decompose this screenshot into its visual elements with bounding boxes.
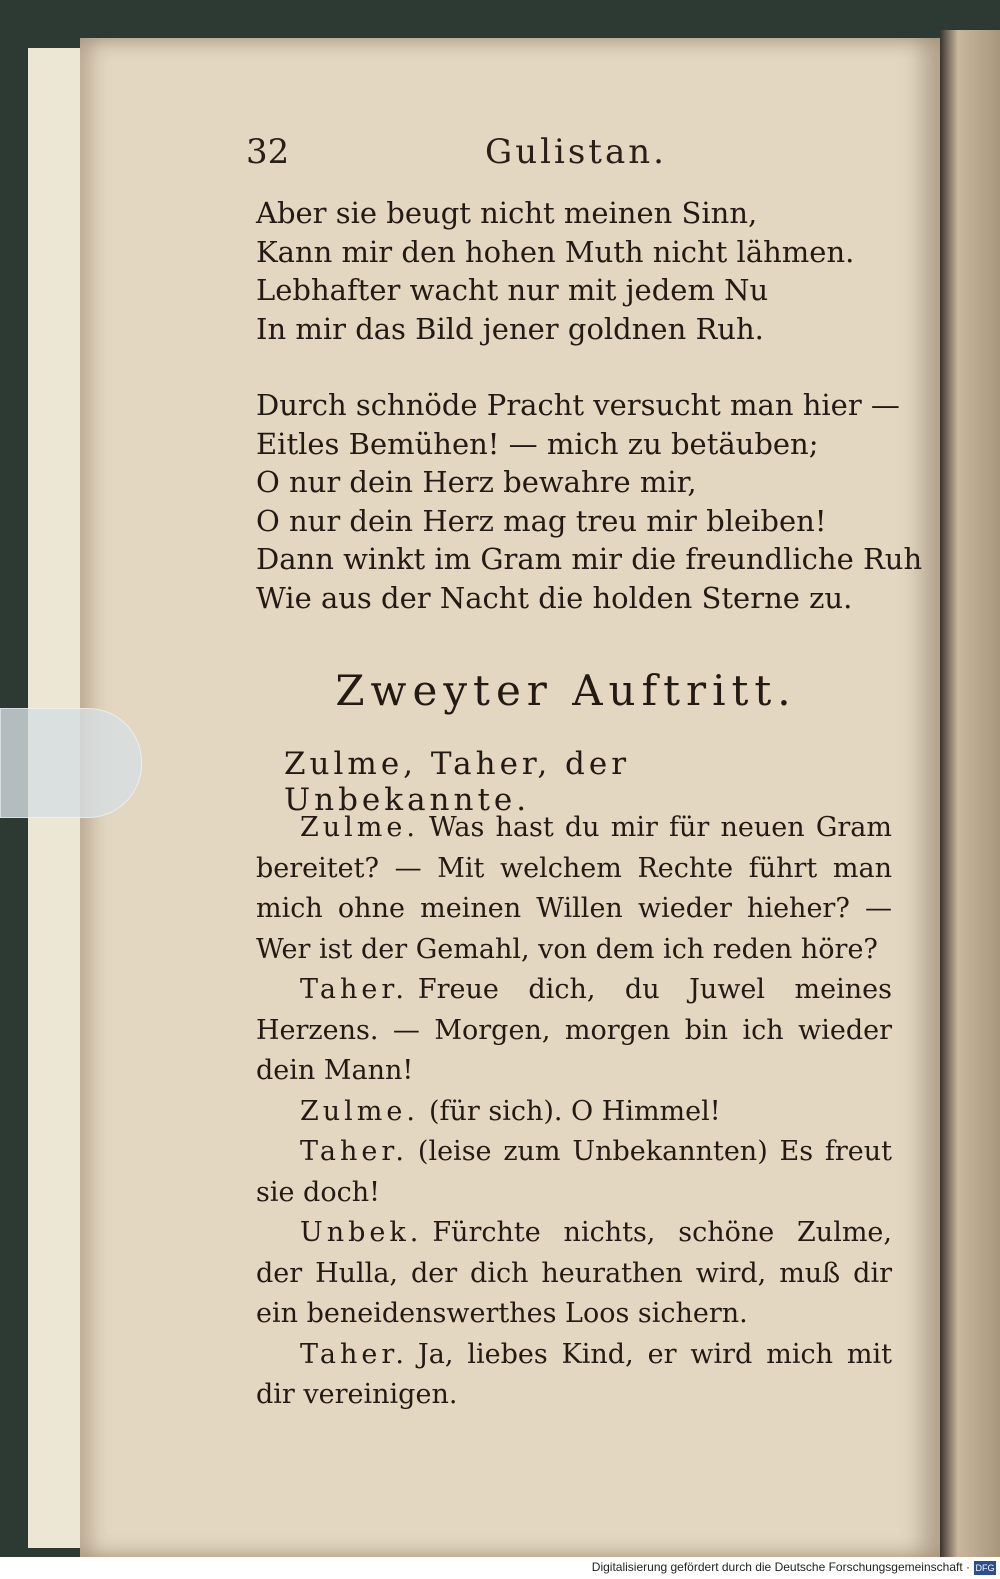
verse-line: O nur dein Herz bewahre mir, <box>256 465 697 499</box>
funding-credit: Digitalisierung gefördert durch die Deutsche Forschungsgemeinschaft · <box>591 1560 970 1574</box>
verse-line: Eitles Bemühen! — mich zu betäuben; <box>256 426 819 461</box>
verse-line: Kann mir den hohen Muth nicht lähmen. <box>256 234 855 269</box>
verse-line: O nur dein Herz mag treu mir bleiben! <box>256 503 827 538</box>
speaker-name: Taher. <box>300 974 408 1005</box>
speech-text: Ja, liebes Kind, er wird mich mit dir vereinigen. <box>256 1338 892 1410</box>
speech <box>256 1213 892 1335</box>
dialogue-block <box>256 808 892 1416</box>
verse-line: Wie aus der Nacht die holden Sterne zu. <box>256 580 853 615</box>
dfg-logo: DFG <box>975 1563 995 1573</box>
bookmark-clip <box>0 708 142 818</box>
speech-text: (für sich). O Himmel! <box>428 1095 721 1127</box>
speech-text: (leise zum Unbekannten) Es freut sie doch! <box>256 1136 892 1208</box>
facing-page-edge <box>940 30 1000 1560</box>
speaker-name: Zulme. <box>300 1095 419 1127</box>
speaker-name: Unbek. <box>300 1217 423 1248</box>
footer-bar <box>0 1557 1000 1579</box>
stanza-2 <box>256 386 923 617</box>
speech <box>256 1092 892 1133</box>
running-title: Gulistan. <box>485 132 667 172</box>
scene-characters: Zulme, Taher, der Unbekannte. <box>284 746 631 818</box>
speaker-name: Taher. <box>300 1136 408 1167</box>
speech <box>256 1132 892 1213</box>
speech-text: Was hast du mir für neuen Gram bereitet? — Mit welchem Rechte führt man mich ohne meinen Willen wieder hieher? — Wer ist der Gemahl, von dem ich reden höre? <box>256 812 892 965</box>
speaker-name: Taher. <box>300 1338 408 1370</box>
speech-text: Freue dich, du Juwel meines Herzens. — Morgen, morgen bin ich wieder dein Mann! <box>256 974 892 1086</box>
speaker-name: Zulme. <box>300 812 419 843</box>
speech <box>256 970 892 1092</box>
verse-line: Lebhafter wacht nur mit jedem Nu <box>256 273 769 307</box>
stanza-1 <box>256 194 896 348</box>
verse-line: In mir das Bild jener goldnen Ruh. <box>256 311 764 346</box>
verse-line: Durch schnöde Pracht versucht man hier — <box>256 388 900 422</box>
speech-text: Fürchte nichts, schöne Zulme, der Hulla, der dich heurathen wird, muß dir ein beneidenswerthes Loos sichern. <box>256 1217 892 1329</box>
speech <box>256 1335 892 1416</box>
speech <box>256 808 892 970</box>
page-header <box>246 132 906 176</box>
verse-line: Dann winkt im Gram mir die freundliche Ruh <box>256 542 923 576</box>
verse-line: Aber sie beugt nicht meinen Sinn, <box>256 196 758 230</box>
scene-heading: Zweyter Auftritt. <box>335 666 797 715</box>
page-number: 32 <box>246 132 290 172</box>
